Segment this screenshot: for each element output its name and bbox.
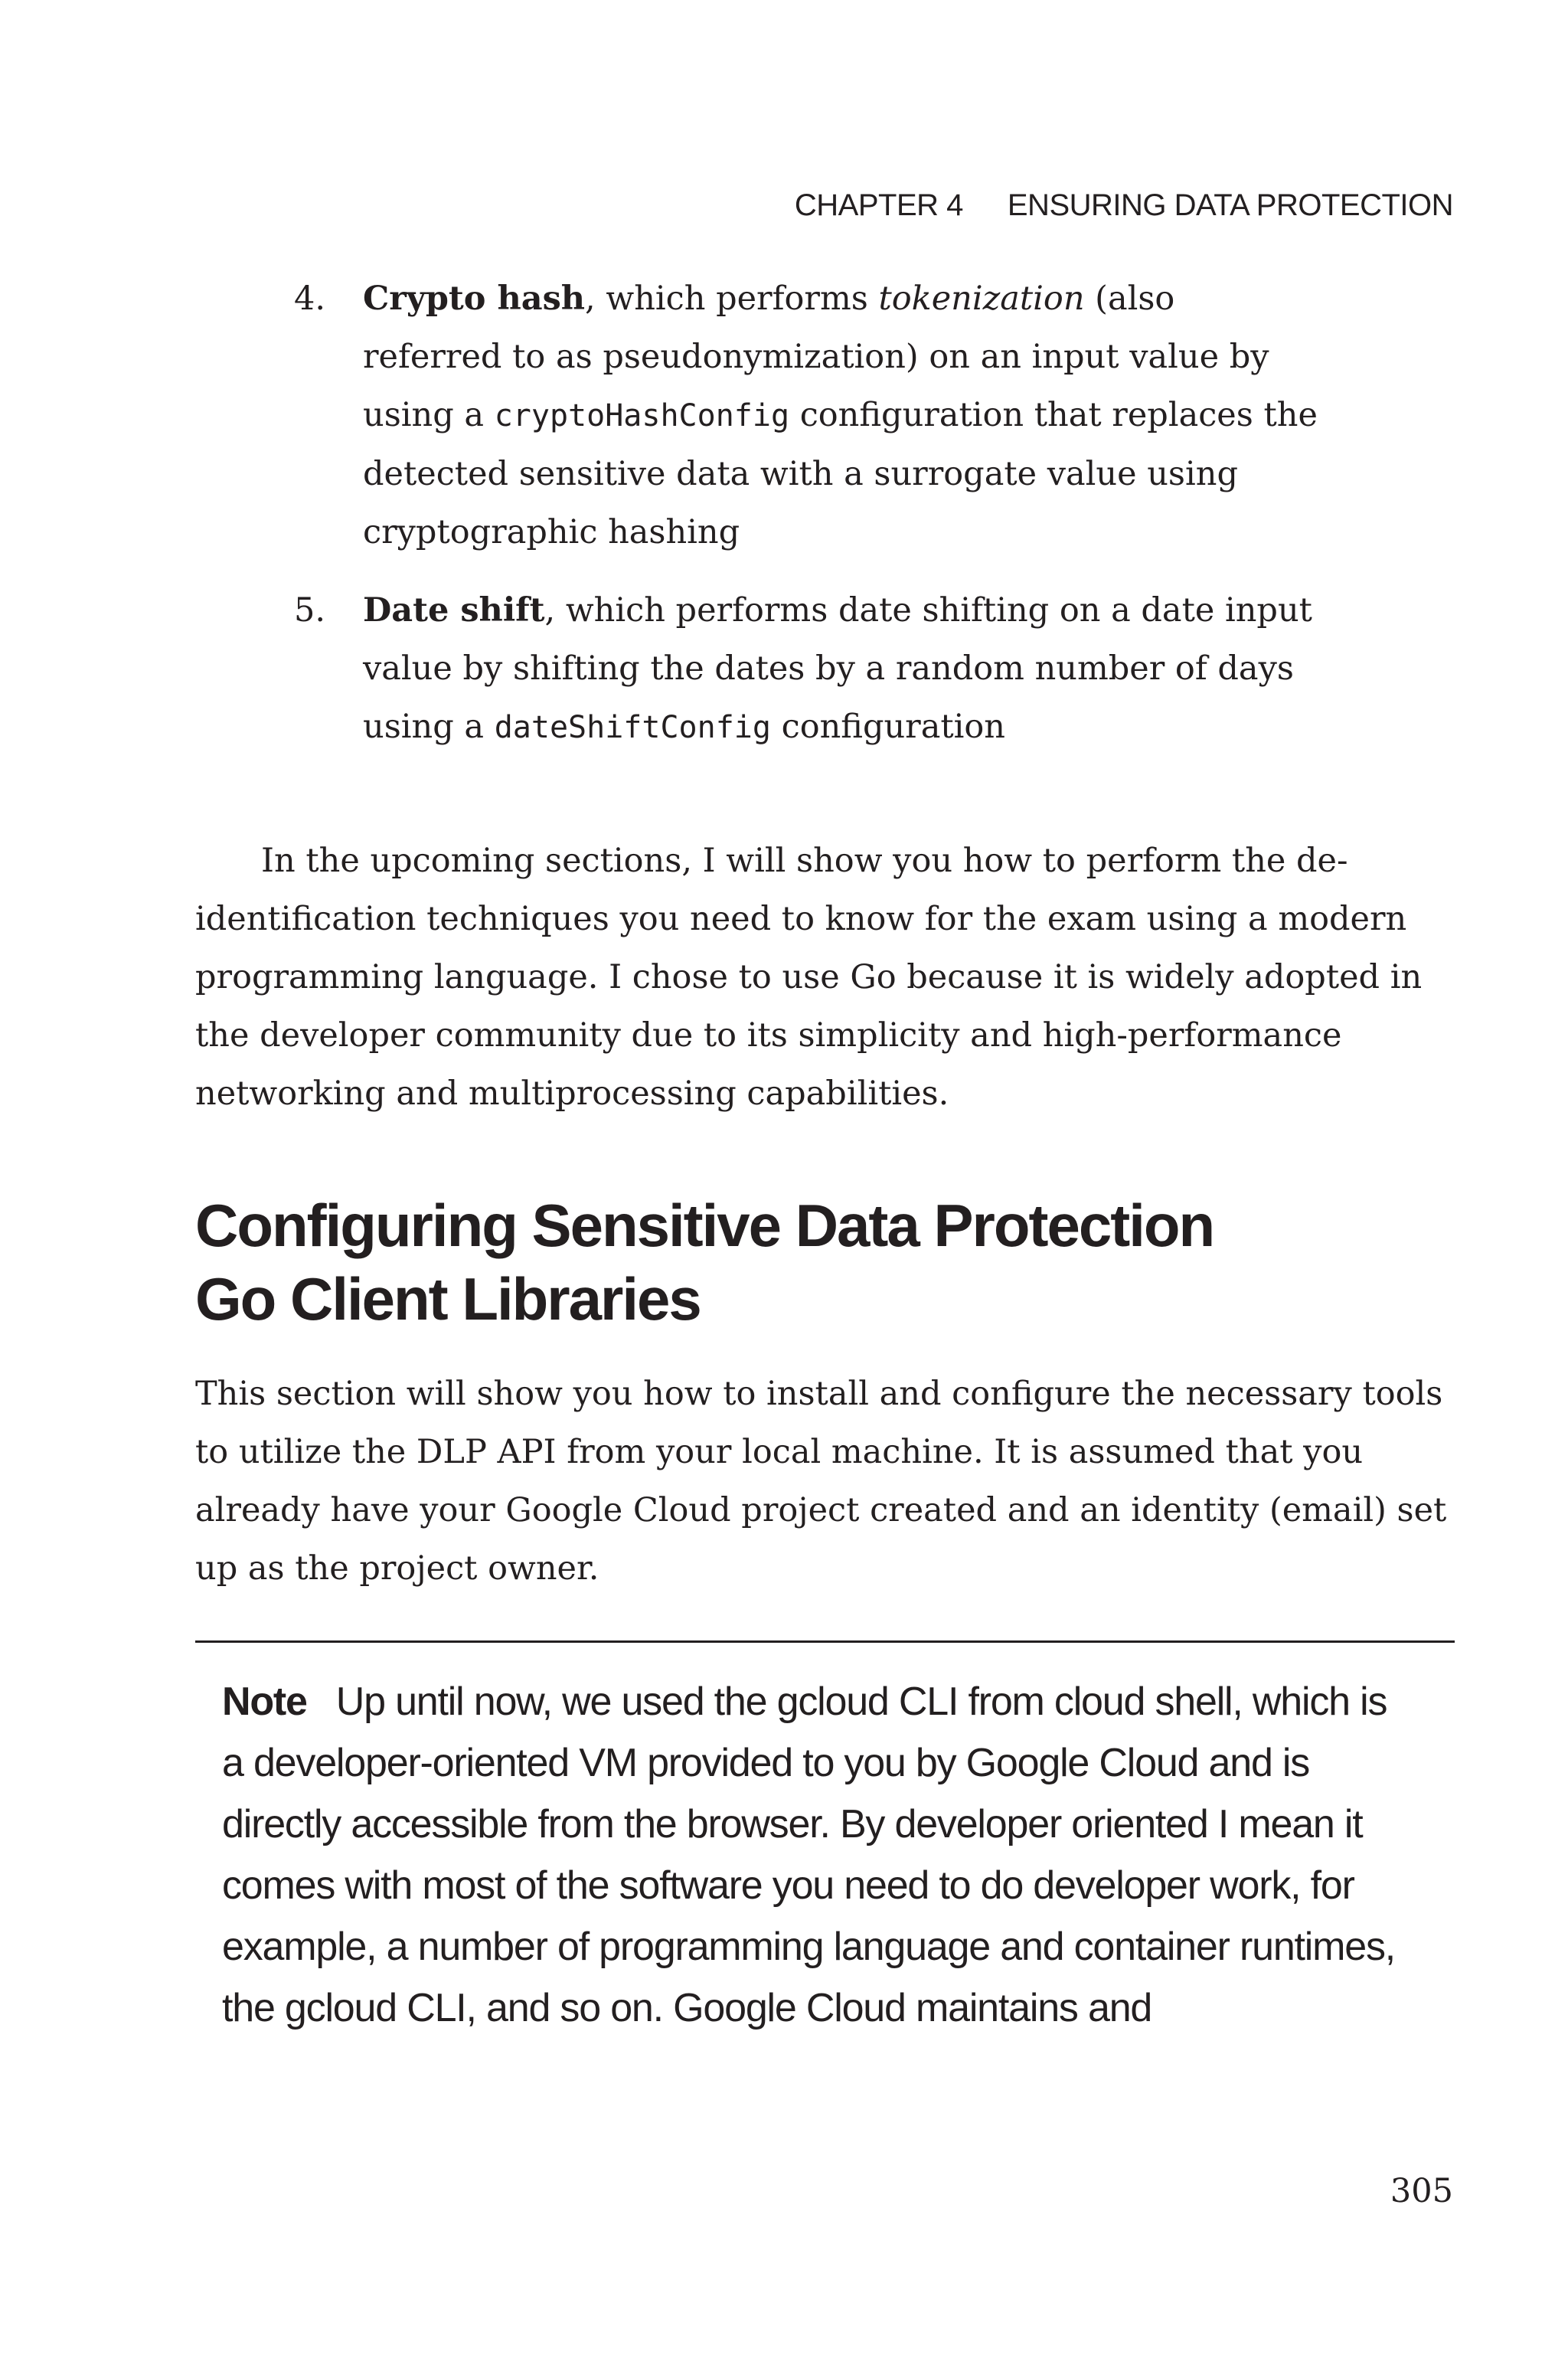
list-item (294, 581, 1320, 757)
list-item-term: Date shift (363, 591, 545, 630)
list-item-text-part: configuration that replaces the detected sensitive data with a surrogate value using cryptographic hashing (363, 396, 1318, 551)
list-item (294, 270, 1320, 561)
list-item-number: 4. (294, 280, 326, 318)
section-heading-line: Go Client Libraries (195, 1265, 701, 1333)
note-box (222, 1671, 1416, 2039)
chapter-title: ENSURING DATA PROTECTION (1007, 188, 1453, 222)
running-header (795, 188, 1453, 223)
list-item-number: 5. (294, 591, 326, 630)
list-item-emphasis: tokenization (878, 280, 1085, 318)
chapter-number: CHAPTER 4 (794, 188, 963, 222)
intro-paragraph: In the upcoming sections, I will show you how to perform the de-identification techniques you need to know for the exam using a modern programming language. I chose to use Go because it is widely adopted in the developer community due to its simplicity and high-performance networking and multiprocessing capabilities. (195, 842, 1423, 1113)
note-divider (195, 1640, 1455, 1643)
section-heading (195, 1189, 1420, 1336)
inline-code: cryptoHashConfig (494, 398, 790, 433)
page-number: 305 (1390, 2172, 1453, 2210)
inline-code: dateShiftConfig (494, 710, 771, 745)
technique-list (294, 270, 1335, 757)
list-item-text-part: (also referred to as pseudonymization) on an input value by using a (363, 280, 1269, 434)
list-item-text (363, 581, 1320, 757)
list-item-text (363, 270, 1320, 561)
section-paragraph: This section will show you how to install and configure the necessary tools to utilize the DLP API from your local machine. It is assumed that you already have your Google Cloud project created and an identity (email) set up as the project owner. (195, 1375, 1447, 1588)
list-item-text-part: , which performs (585, 280, 879, 318)
list-item-term: Crypto hash (363, 280, 586, 318)
section-heading-line: Configuring Sensitive Data Protection (195, 1192, 1214, 1259)
list-item-text-part: , which performs date shifting on a date input value by shifting the dates by a random number of days using a (363, 591, 1312, 746)
list-item-text-part: configuration (770, 708, 1005, 746)
note-label: Note (222, 1680, 307, 1724)
note-text: Up until now, we used the gcloud CLI from cloud shell, which is a developer-oriented VM provided to you by Google Cloud and is directly accessible from the browser. By developer oriented I mean it comes with most of the software you need to do developer work, for example, a number of programming language and container runtimes, the gcloud CLI, and so on. Google Cloud maintains and (222, 1680, 1396, 2030)
